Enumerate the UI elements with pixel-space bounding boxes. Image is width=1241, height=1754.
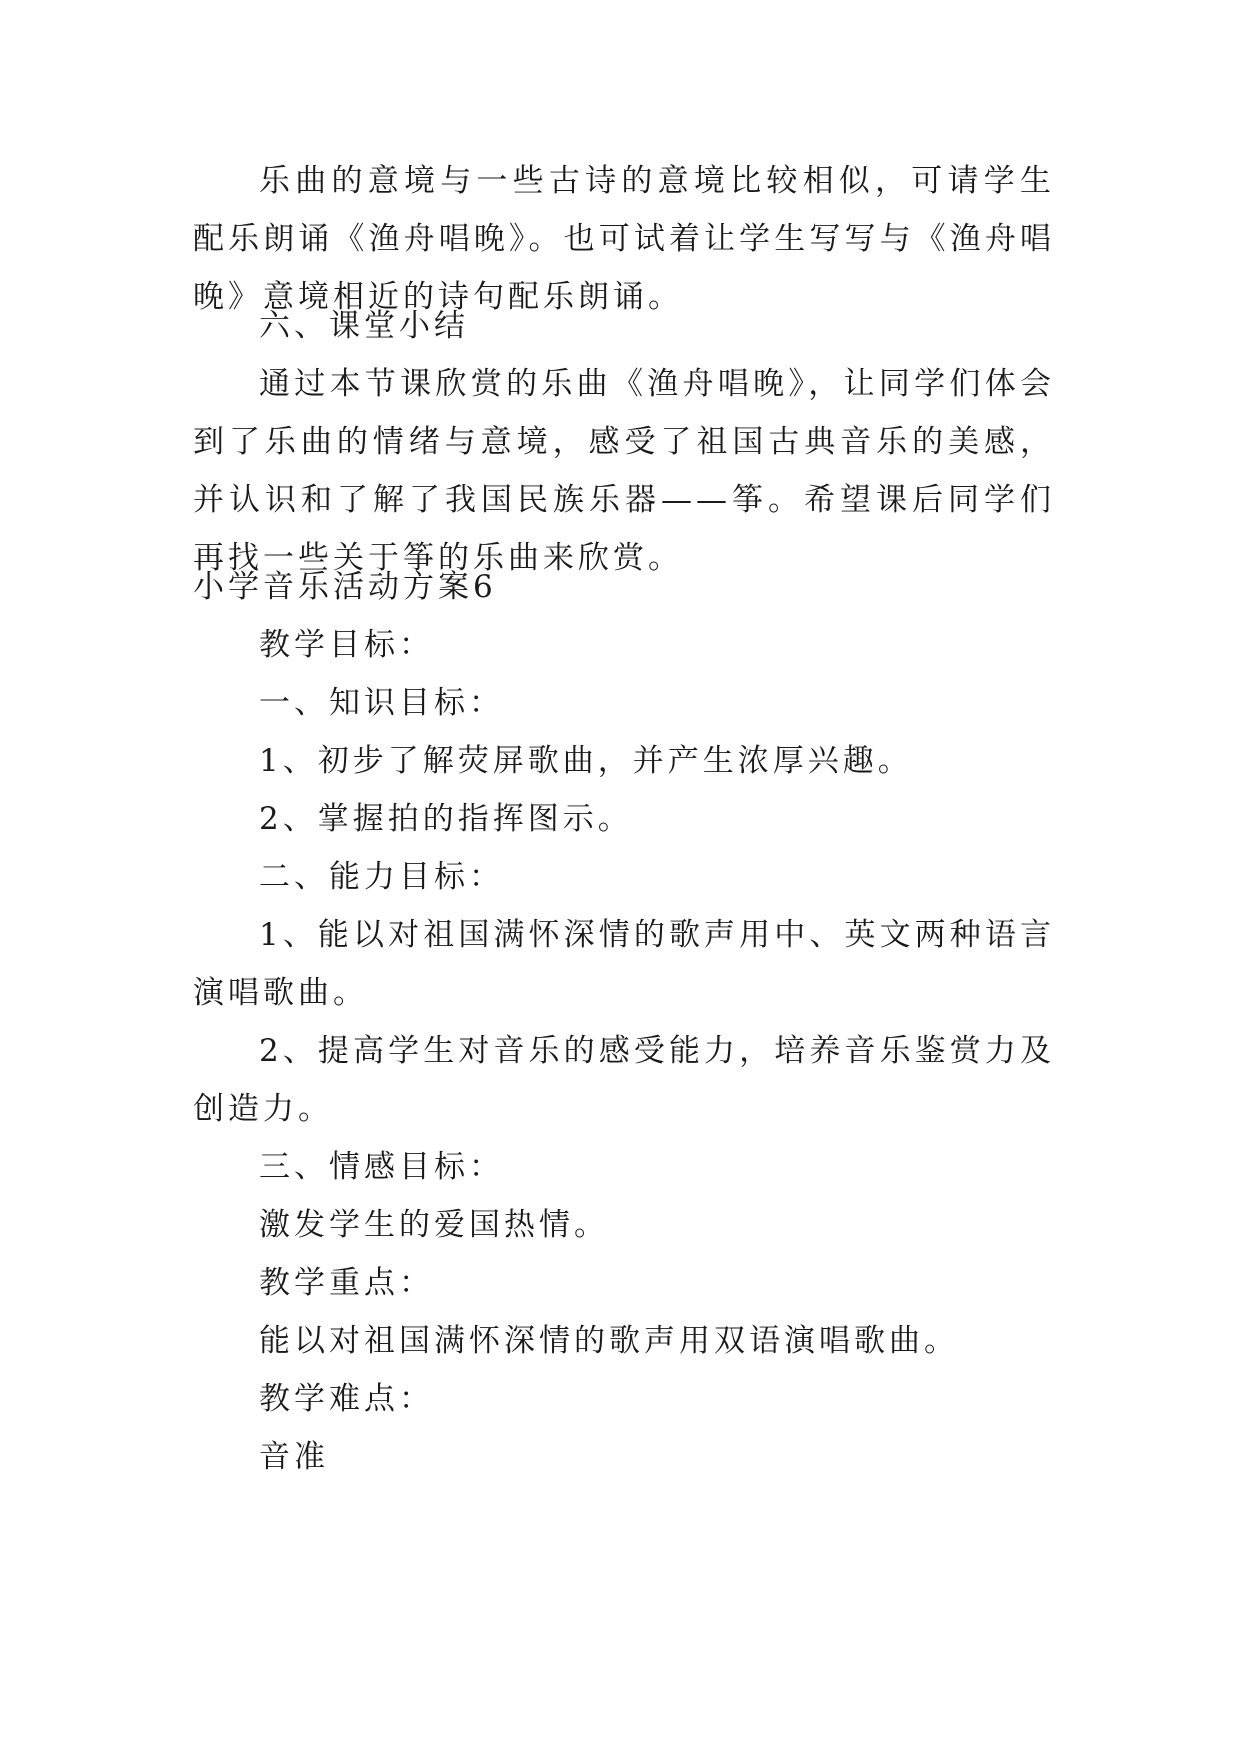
heading-difficulties: 教学难点： [259,1381,434,1417]
difficulty: 音准 [259,1439,329,1475]
heading-teaching-goals: 教学目标： [259,627,434,663]
heading-class-summary: 六、课堂小结 [259,308,469,344]
heading-emotion-goals: 三、情感目标： [259,1149,504,1185]
section-title: 小学音乐活动方案6 [193,569,497,605]
ability-goal-2: 2、提高学生对音乐的感受能力，培养音乐鉴赏力及创造力。 [193,1033,1055,1127]
knowledge-goal-1: 1、初步了解荧屏歌曲，并产生浓厚兴趣。 [259,743,913,779]
paragraph-summary: 通过本节课欣赏的乐曲《渔舟唱晚》，让同学们体会到了乐曲的情绪与意境，感受了祖国古典音乐的美感，并认识和了解了我国民族乐器——筝。希望课后同学们再找一些关于筝的乐曲来欣赏。 [193,366,1055,576]
heading-key-points: 教学重点： [259,1265,434,1301]
ability-goal-1: 1、能以对祖国满怀深情的歌声用中、英文两种语言演唱歌曲。 [193,917,1055,1011]
key-point: 能以对祖国满怀深情的歌声用双语演唱歌曲。 [259,1323,959,1359]
heading-ability-goals: 二、能力目标： [259,859,504,895]
heading-knowledge-goals: 一、知识目标： [259,685,504,721]
emotion-goal: 激发学生的爱国热情。 [259,1207,609,1243]
paragraph-poem-recitation: 乐曲的意境与一些古诗的意境比较相似，可请学生配乐朗诵《渔舟唱晚》。也可试着让学生写写与《渔舟唱晚》意境相近的诗句配乐朗诵。 [193,163,1055,315]
knowledge-goal-2: 2、掌握拍的指挥图示。 [259,801,633,837]
